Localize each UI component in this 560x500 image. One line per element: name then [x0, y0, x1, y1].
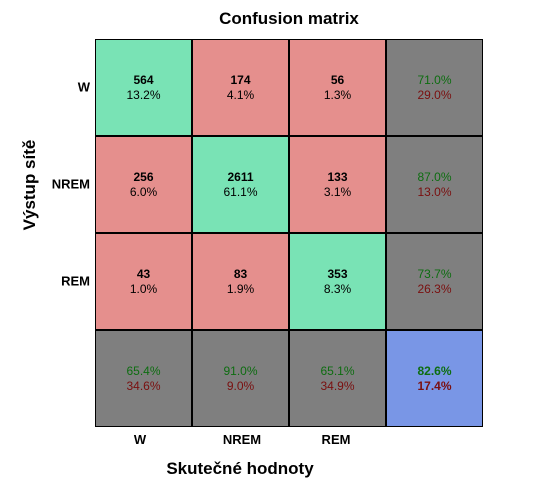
- cell-percent: 8.3%: [323, 281, 352, 296]
- matrix-cell: [95, 136, 192, 233]
- cell-count: 256: [133, 169, 154, 184]
- cell-percent: 1.3%: [323, 87, 352, 102]
- recall-value: 91.0%: [223, 363, 258, 378]
- x-tick-label: W: [133, 432, 147, 447]
- x-tick-label: NREM: [222, 432, 262, 447]
- matrix-cell: [192, 39, 289, 136]
- y-axis-label: Výstup sítě: [20, 139, 39, 231]
- cell-percent: 6.0%: [129, 184, 158, 199]
- column-summary-cell: [95, 330, 192, 427]
- cell-count: 83: [233, 266, 248, 281]
- y-tick-label: NREM: [51, 176, 90, 192]
- x-tick-label: REM: [321, 432, 351, 447]
- cell-percent: 13.2%: [126, 87, 161, 102]
- recall-value: 65.1%: [320, 363, 355, 378]
- cell-count: 56: [330, 72, 345, 87]
- cell-count: 133: [327, 169, 348, 184]
- cell-percent: 3.1%: [323, 184, 352, 199]
- y-tick-label: REM: [61, 273, 90, 289]
- matrix-cell: [192, 136, 289, 233]
- cell-count: 564: [133, 72, 154, 87]
- miss-value: 9.0%: [226, 378, 255, 393]
- cell-count: 43: [136, 266, 151, 281]
- overall-accuracy-value: 82.6%: [417, 363, 452, 378]
- cell-percent: 4.1%: [226, 87, 255, 102]
- error-value: 29.0%: [417, 87, 452, 102]
- matrix-cell: [289, 39, 386, 136]
- cell-percent: 1.9%: [226, 281, 255, 296]
- precision-value: 73.7%: [417, 266, 452, 281]
- precision-value: 71.0%: [417, 72, 452, 87]
- matrix-cell: [95, 39, 192, 136]
- miss-value: 34.9%: [320, 378, 355, 393]
- cell-count: 174: [230, 72, 251, 87]
- precision-value: 87.0%: [417, 169, 452, 184]
- overall-error-value: 17.4%: [417, 378, 452, 393]
- confusion-matrix-grid: [95, 39, 483, 427]
- matrix-cell: [95, 233, 192, 330]
- cell-percent: 1.0%: [129, 281, 158, 296]
- matrix-cell: [289, 233, 386, 330]
- x-axis-label: Skutečné hodnoty: [166, 459, 314, 478]
- cell-count: 353: [327, 266, 348, 281]
- recall-value: 65.4%: [126, 363, 161, 378]
- cell-count: 2611: [227, 169, 254, 184]
- error-value: 13.0%: [417, 184, 452, 199]
- miss-value: 34.6%: [126, 378, 161, 393]
- row-summary-cell: [386, 39, 483, 136]
- overall-accuracy-cell: [386, 330, 483, 427]
- row-summary-cell: [386, 233, 483, 330]
- cell-percent: 61.1%: [223, 184, 258, 199]
- matrix-cell: [289, 136, 386, 233]
- column-summary-cell: [289, 330, 386, 427]
- error-value: 26.3%: [417, 281, 452, 296]
- row-summary-cell: [386, 136, 483, 233]
- matrix-cell: [192, 233, 289, 330]
- y-tick-label: W: [77, 79, 90, 95]
- column-summary-cell: [192, 330, 289, 427]
- chart-title: Confusion matrix: [219, 9, 359, 28]
